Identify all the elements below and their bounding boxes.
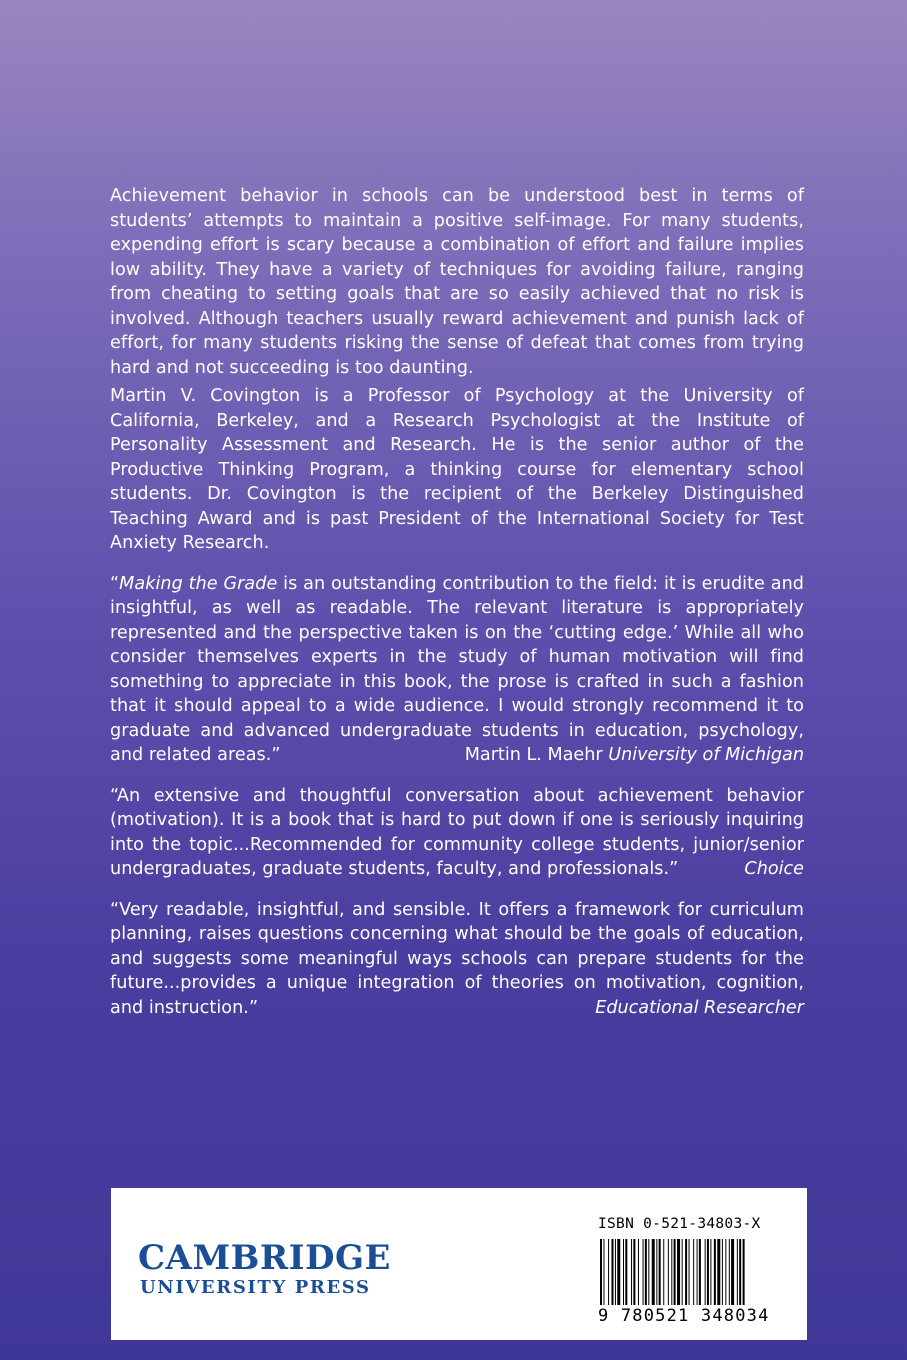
review-source-name: Educational Researcher — [595, 997, 804, 1018]
barcode-bar — [623, 1239, 624, 1305]
barcode-bar — [689, 1239, 690, 1305]
barcode-bar — [631, 1239, 632, 1305]
barcode-bar — [682, 1239, 683, 1305]
publisher-logo — [138, 1240, 391, 1299]
review-quote-choice — [110, 784, 804, 882]
barcode-bar — [643, 1239, 644, 1305]
barcode-bar — [729, 1239, 730, 1305]
reviewer-name: Martin L. Maehr — [464, 745, 603, 765]
review-quote-educational-researcher — [110, 898, 804, 1021]
barcode-bar — [656, 1239, 657, 1305]
barcode-bar — [608, 1239, 609, 1305]
barcode-bar — [659, 1239, 661, 1305]
ean-digits: 9 780521 348034 — [598, 1306, 770, 1326]
barcode-bar — [737, 1239, 738, 1305]
barcode-bar — [633, 1239, 635, 1305]
barcode-bar — [705, 1239, 706, 1305]
barcode-bar — [638, 1239, 639, 1305]
barcode-bar — [603, 1239, 604, 1305]
barcode-bar — [693, 1239, 694, 1305]
author-bio: Martin V. Covington is a Professor of Psychology at the University of California, Berkeley, and a Research Psychologist at the Institute of Personality Assessment and Research. He is the senior author of the Productive Thinking Program, a thinking course for elementary school students. Dr. Covington is the recipient of the Berkeley Distinguished Teaching Award and is past President of the International Society for Test Anxiety Research. — [110, 386, 804, 553]
review-text: “An extensive and thoughtful conversation about achievement behavior (motivation). It is a book that is hard to put down if one is seriously inquiring into the topic...Recommended for community college students, junior/senior undergraduates, graduate students, faculty, and professionals.” — [110, 785, 804, 879]
barcode-bar — [652, 1239, 655, 1305]
barcode-bar — [697, 1239, 698, 1305]
book-description: Achievement behavior in schools can be understood best in terms of students’ attempts to maintain a positive self-image. For many students, expending effort is scary because a combination of effort and failure implies low ability. They have a variety of techniques for avoiding failure, ranging from cheating to setting goals that are so easily achieved that no risk is involved. Although teachers usually reward achievement and punish lack of effort, for many students risking the sense of defeat that comes from trying hard and not succeeding is too daunting. — [110, 186, 804, 378]
barcode-bar — [722, 1239, 723, 1305]
reviewer-affiliation: University of Michigan — [608, 745, 804, 765]
barcode-bar — [707, 1239, 709, 1305]
barcode-bar — [615, 1239, 616, 1305]
barcode-bar — [743, 1239, 745, 1305]
barcode-bar — [617, 1239, 620, 1305]
review-source-name: Choice — [744, 859, 804, 879]
barcode-bar — [717, 1239, 720, 1305]
barcode-bar — [671, 1239, 672, 1305]
barcode-bar — [699, 1239, 701, 1305]
barcode-bar — [714, 1239, 716, 1305]
review-quote-maehr — [110, 572, 804, 768]
publisher-subtitle: UNIVERSITY PRESS — [140, 1277, 371, 1298]
review-text — [110, 572, 804, 768]
barcode-bar — [612, 1239, 614, 1305]
barcode-bar — [668, 1239, 669, 1305]
barcode-bar — [710, 1239, 711, 1305]
barcode-bar — [645, 1239, 647, 1305]
barcode-bar — [731, 1239, 734, 1305]
open-quote-mark: “ — [110, 573, 120, 594]
isbn-number: ISBN 0-521-34803-X — [598, 1216, 761, 1232]
publisher-name: CAMBRIDGE — [138, 1238, 391, 1278]
back-cover-text — [110, 184, 804, 1036]
review-text: “Very readable, insightful, and sensible. It offers a framework for curriculum planning, raises questions concerning what should be the goals of education, and suggests some meaningful ways schools can prepare students for the future...provides a unique integration of theories on motivation, cognition, and instruction.” — [110, 899, 804, 1018]
barcode-bar — [663, 1239, 664, 1305]
barcode-bar — [739, 1239, 741, 1305]
barcode-bar — [677, 1239, 680, 1305]
isbn-block — [598, 1216, 788, 1325]
barcode-icon — [598, 1239, 786, 1305]
barcode-bar — [600, 1239, 602, 1305]
barcode-bar — [674, 1239, 676, 1305]
review-body: is an outstanding contribution to the field: it is erudite and insightful, as well as readable. The relevant literature is appropriately represented and the perspective taken is on the ‘cutting edge.’ While all who consider themselves experts in the study of human motivation will find something to appreciate in this book, the prose is crafted in such a fashion that it should appeal to a wide audience. I would strongly recommend it to graduate and advanced undergraduate students in education, psychology, and related areas.” — [110, 573, 804, 765]
barcode-bar — [725, 1239, 726, 1305]
book-title-italic: Making the Grade — [119, 573, 278, 594]
barcode-bar — [625, 1239, 627, 1305]
barcode-bar — [685, 1239, 687, 1305]
barcode-bar — [648, 1239, 649, 1305]
publisher-panel — [111, 1188, 807, 1340]
